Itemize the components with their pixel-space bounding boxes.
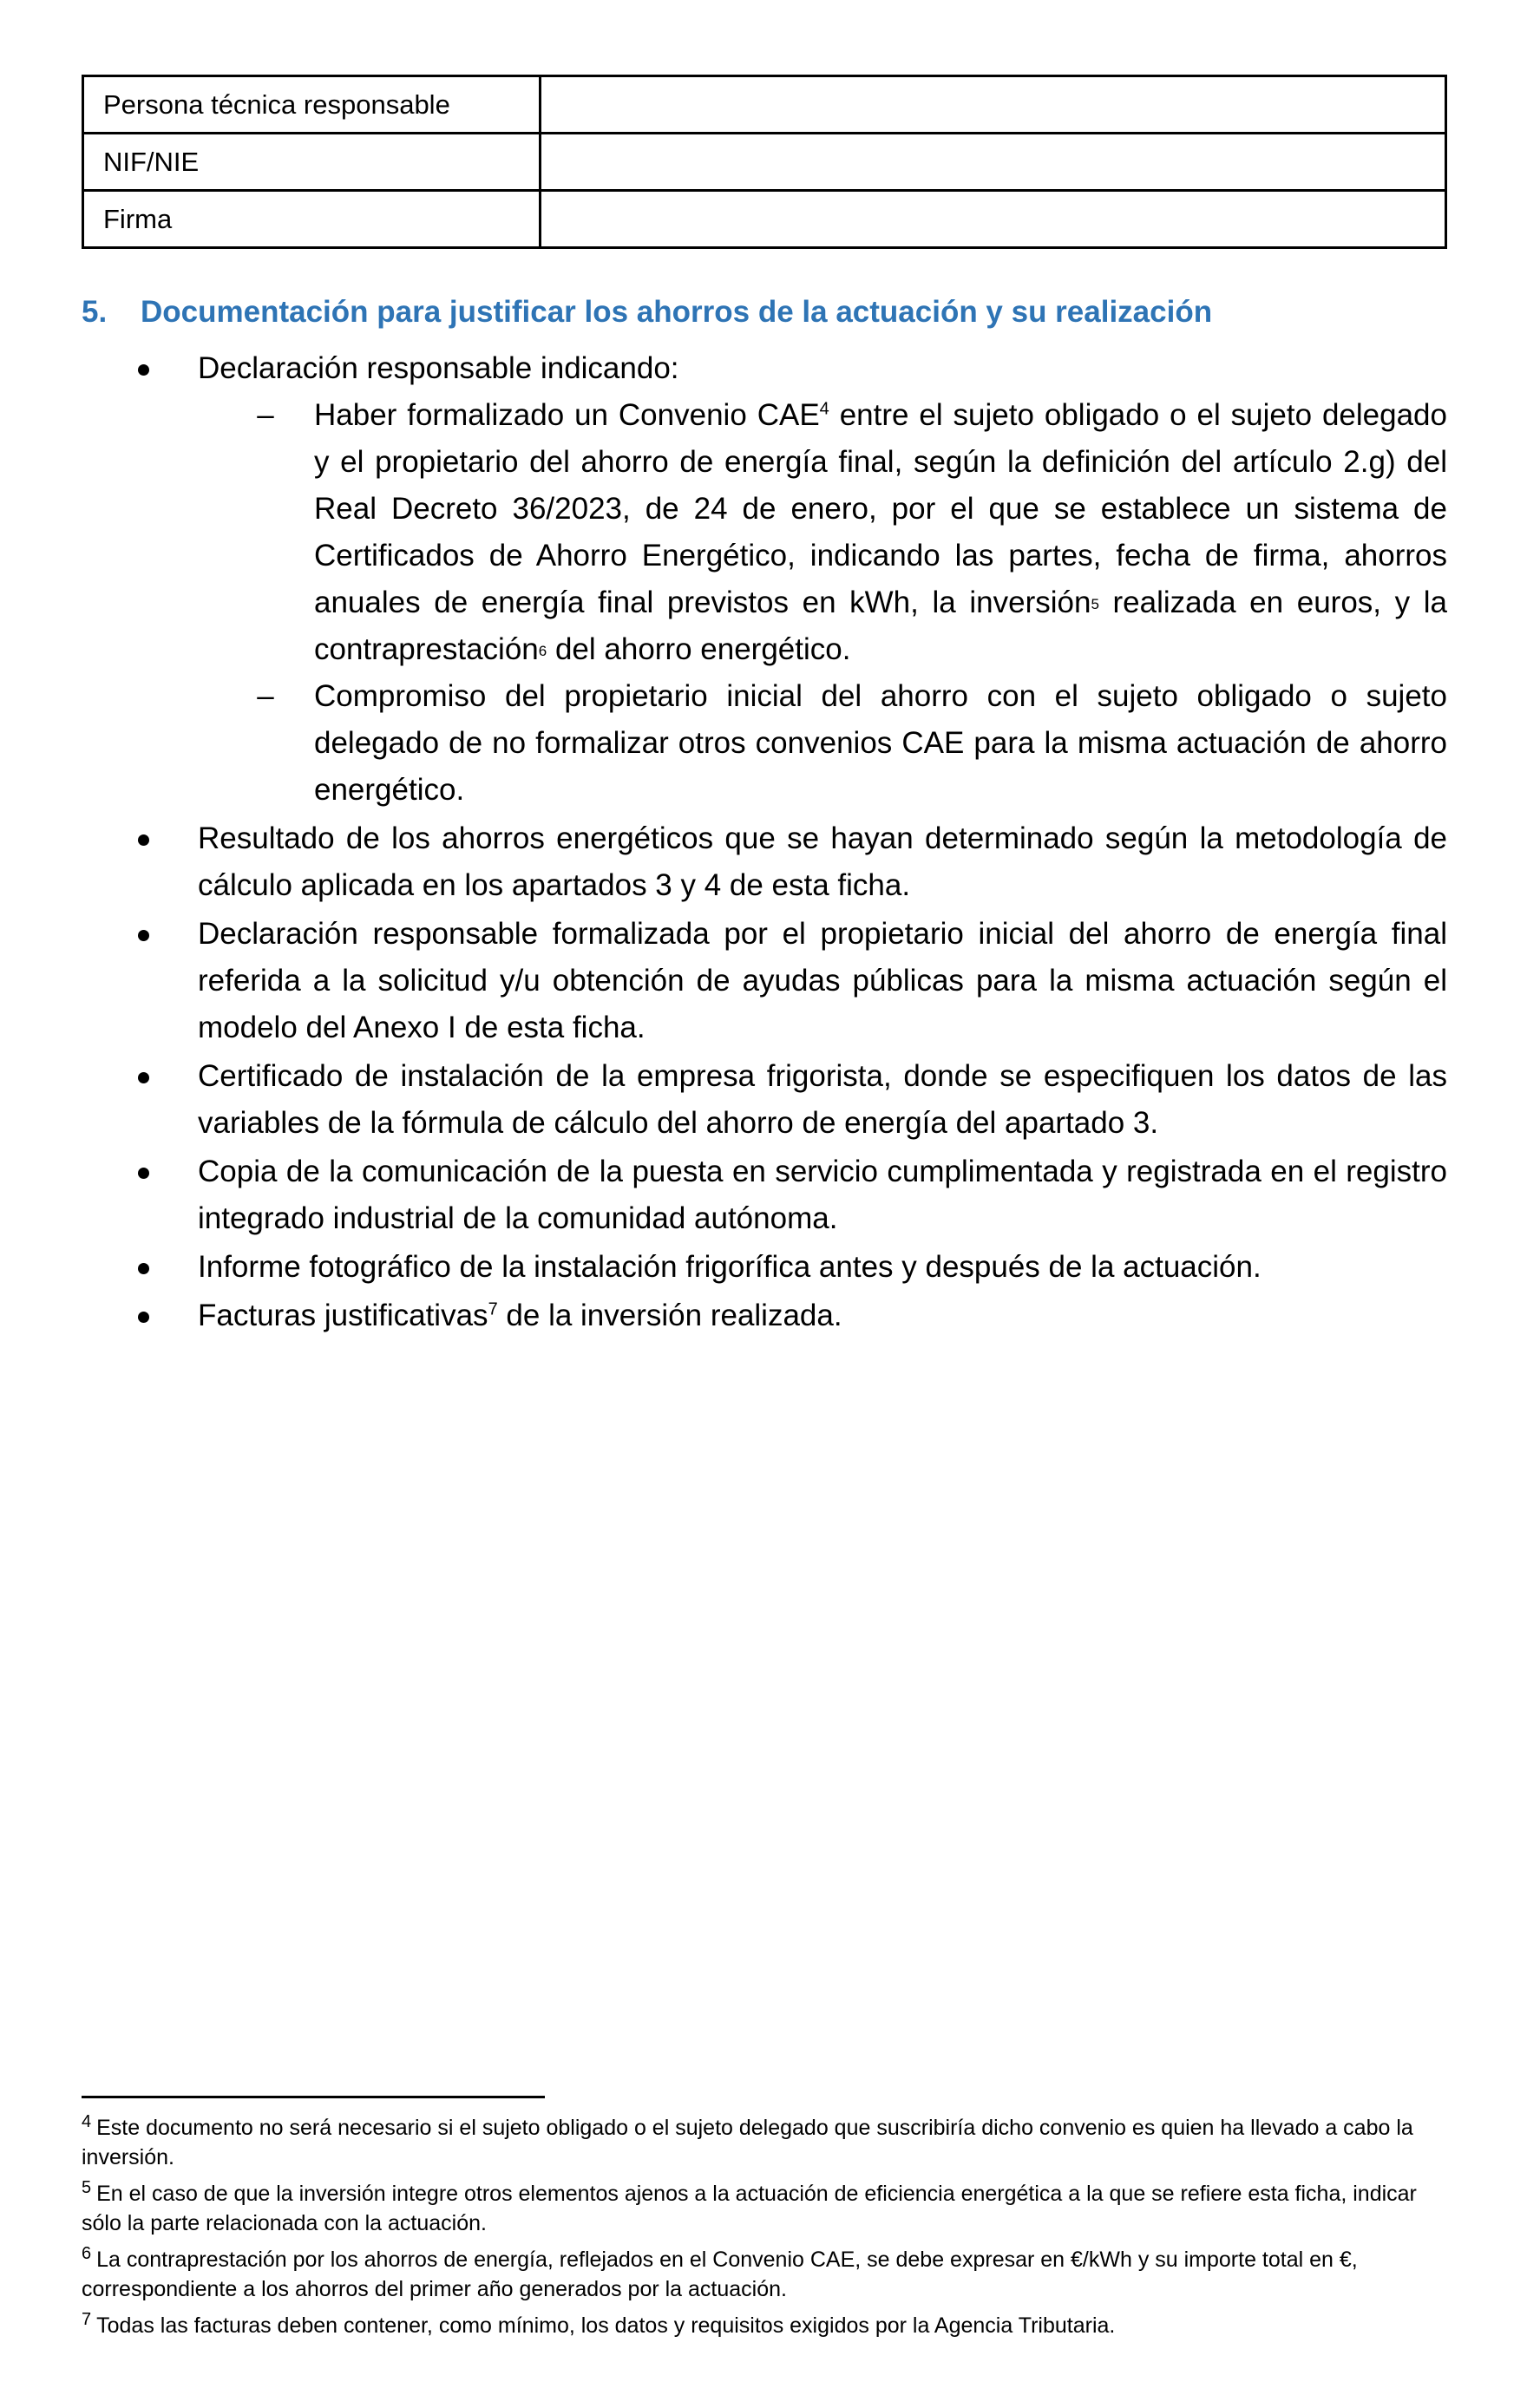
table-label-cell: NIF/NIE xyxy=(83,134,541,191)
dash-icon: – xyxy=(257,679,274,713)
list-item-text-2: de la inversión realizada. xyxy=(497,1299,842,1332)
table-value-cell xyxy=(541,76,1446,134)
table-row xyxy=(83,76,1446,134)
bullet-icon xyxy=(138,364,149,376)
requirements-list xyxy=(82,345,1447,1341)
footnote xyxy=(82,2245,1447,2304)
signature-table xyxy=(82,75,1447,249)
section-heading xyxy=(82,291,1447,333)
table-label-cell: Persona técnica responsable xyxy=(83,76,541,134)
footnote xyxy=(82,2179,1447,2238)
list-item-text: Certificado de instalación de la empresa frigorista, donde se especifiquen los datos de las variables de la fórmula de cálculo del ahorro de energía del apartado 3. xyxy=(198,1059,1447,1140)
sub-item-text-1: Haber formalizado un Convenio CAE xyxy=(314,398,820,432)
footnote xyxy=(82,2311,1447,2340)
table-label-cell: Firma xyxy=(83,191,541,248)
section-number: 5. xyxy=(82,295,108,329)
list-item-text: Declaración responsable formalizada por el propietario inicial del ahorro de energía final referida a la solicitud y/u obtención de ayudas públicas para la misma actuación según el modelo del Anexo I de esta ficha. xyxy=(198,917,1447,1044)
sub-list xyxy=(198,392,1447,814)
footnote-text: La contraprestación por los ahorros de energía, reflejados en el Convenio CAE, se debe expresar en €/kWh y su importe total en €, correspondiente a los ahorros del primer año generados por la actuación. xyxy=(82,2248,1358,2301)
bullet-icon xyxy=(138,834,149,846)
list-item xyxy=(82,911,1447,1051)
bullet-icon xyxy=(138,1312,149,1323)
footnote-number: 6 xyxy=(82,2243,92,2263)
footnote-separator xyxy=(82,2096,545,2098)
footnote-ref-5[interactable]: 5 xyxy=(1091,595,1099,612)
sub-item-text-2: entre el sujeto obligado o el sujeto delegado y el propietario del ahorro de energía final, según la definición del artículo 2.g) del Real Decreto 36/2023, de 24 de enero, por el que se establece un sistema de Certificados de Ahorro Energético, indicando las partes, fecha de firma, ahorros anuales de energía final previstos en kWh, la inversión xyxy=(314,398,1447,619)
bullet-icon xyxy=(138,1168,149,1179)
sub-item-text-4: del ahorro energético. xyxy=(547,632,851,666)
footnote xyxy=(82,2113,1447,2172)
table-row xyxy=(83,191,1446,248)
footnotes xyxy=(82,2113,1447,2347)
table-value-cell xyxy=(541,191,1446,248)
section-title: Documentación para justificar los ahorros de la actuación y su realización xyxy=(141,295,1213,329)
bullet-icon xyxy=(138,930,149,941)
list-item xyxy=(82,345,1447,814)
footnote-number: 7 xyxy=(82,2309,92,2329)
table-row xyxy=(83,134,1446,191)
bullet-list xyxy=(82,345,1447,1339)
list-item xyxy=(82,1053,1447,1147)
footnote-text: Todas las facturas deben contener, como mínimo, los datos y requisitos exigidos por la Agencia Tributaria. xyxy=(96,2313,1116,2338)
list-item xyxy=(82,815,1447,909)
footnote-ref-4[interactable]: 4 xyxy=(819,399,829,419)
footnote-ref-7[interactable]: 7 xyxy=(488,1299,498,1319)
sub-item-text-3: realizada en euros, y la contraprestación xyxy=(314,586,1447,666)
dash-icon: – xyxy=(257,398,274,432)
list-item-text-1: Facturas justificativas xyxy=(198,1299,488,1332)
list-item-text: Resultado de los ahorros energéticos que se hayan determinado según la metodología de cálculo aplicada en los apartados 3 y 4 de esta ficha. xyxy=(198,821,1447,902)
footnote-number: 5 xyxy=(82,2177,92,2197)
footnote-number: 4 xyxy=(82,2111,92,2131)
list-item-text: Copia de la comunicación de la puesta en servicio cumplimentada y registrada en el registro integrado industrial de la comunidad autónoma. xyxy=(198,1155,1447,1235)
sub-list-item xyxy=(198,392,1447,673)
footnote-text: Este documento no será necesario si el sujeto obligado o el sujeto delegado que suscribiría dicho convenio es quien ha llevado a cabo la inversión. xyxy=(82,2116,1413,2169)
list-item xyxy=(82,1292,1447,1339)
list-item xyxy=(82,1148,1447,1242)
list-item-text: Informe fotográfico de la instalación frigorífica antes y después de la actuación. xyxy=(198,1250,1261,1284)
list-item xyxy=(82,1244,1447,1291)
table-value-cell xyxy=(541,134,1446,191)
sub-item-text: Compromiso del propietario inicial del ahorro con el sujeto obligado o sujeto delegado de no formalizar otros convenios CAE para la misma actuación de ahorro energético. xyxy=(314,679,1447,807)
footnote-ref-6[interactable]: 6 xyxy=(538,642,547,659)
footnote-text: En el caso de que la inversión integre otros elementos ajenos a la actuación de eficiencia energética a la que se refiere esta ficha, indicar sólo la parte relacionada con la actuación. xyxy=(82,2182,1417,2235)
sub-list-item xyxy=(198,673,1447,814)
bullet-icon xyxy=(138,1072,149,1083)
bullet-icon xyxy=(138,1263,149,1274)
list-item-text: Declaración responsable indicando: xyxy=(198,351,679,385)
